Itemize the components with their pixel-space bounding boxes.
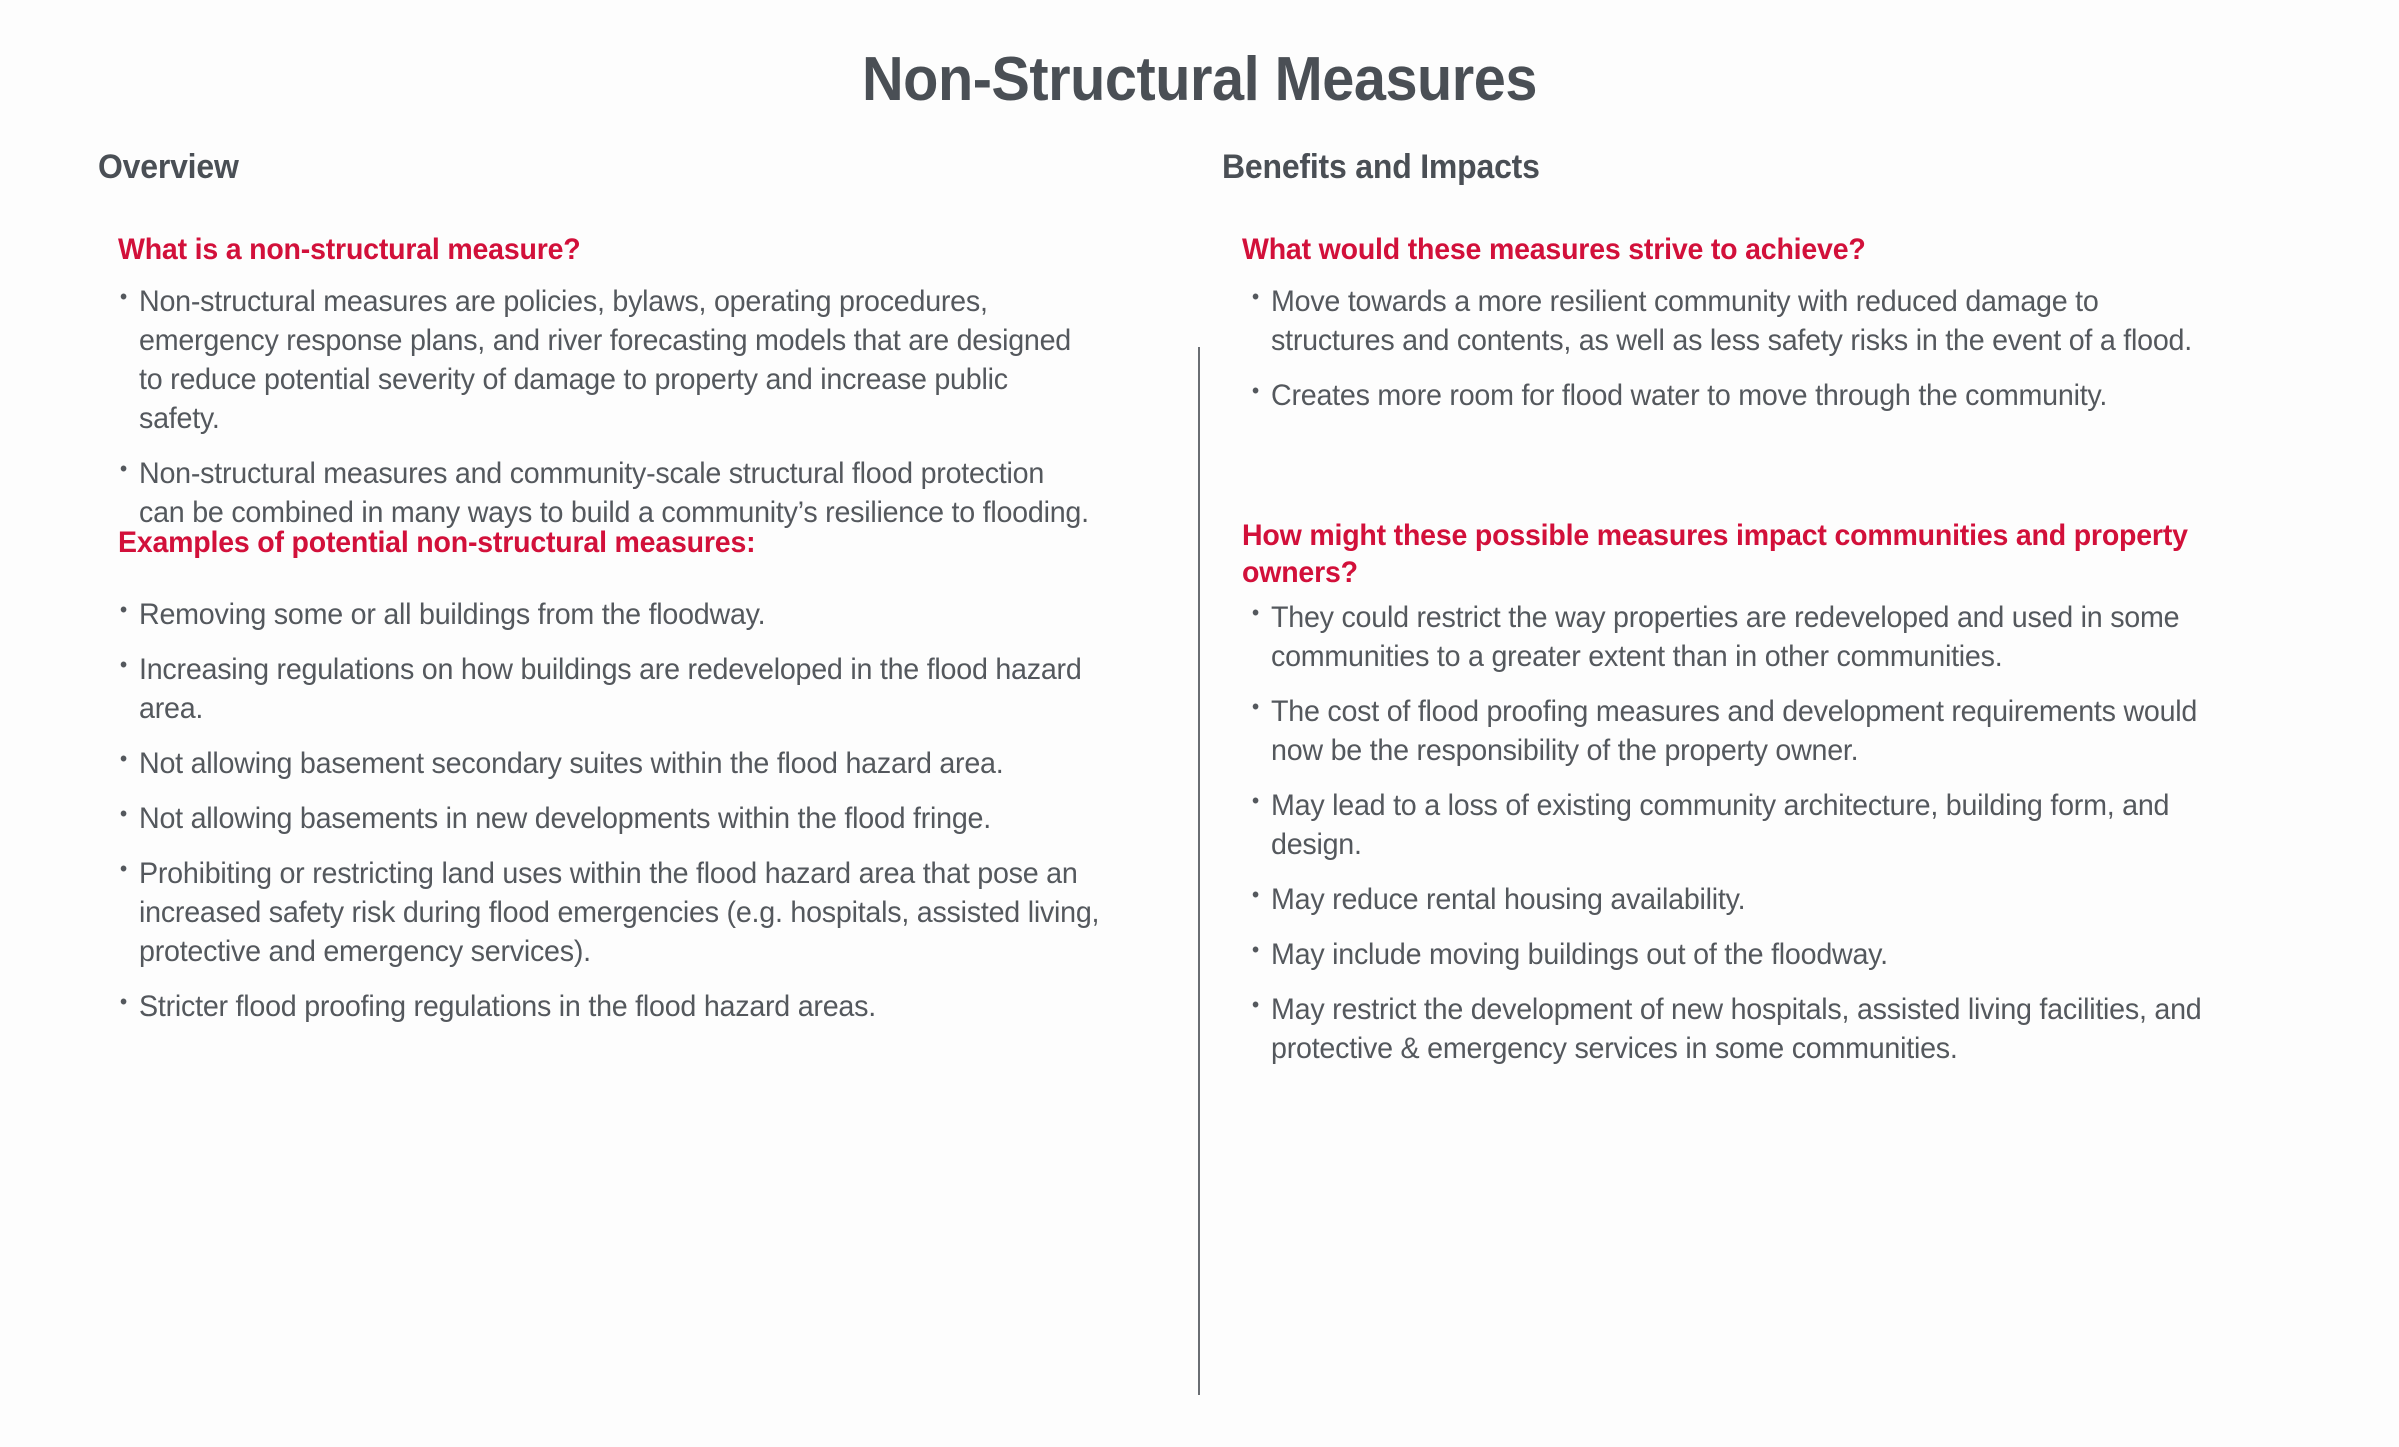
section-heading-what-is-nsm: What is a non-structural measure? xyxy=(118,233,581,266)
list-item: • May reduce rental housing availability. xyxy=(1250,880,2224,919)
list-item: • Non-structural measures and community-scale structural flood protection can be combined in many ways to build a community’s resilience to flooding. xyxy=(118,454,1092,532)
list-item: • Creates more room for flood water to move through the community. xyxy=(1250,376,2224,415)
list-item: • May lead to a loss of existing community architecture, building form, and design. xyxy=(1250,786,2224,864)
bullet-list-strive-to-achieve xyxy=(1250,282,2270,415)
column-header-overview: Overview xyxy=(98,148,239,186)
list-item: • May restrict the development of new hospitals, assisted living facilities, and protective & emergency services in some communities. xyxy=(1250,990,2224,1068)
column-divider xyxy=(1198,347,1200,1395)
list-item: • Stricter flood proofing regulations in the flood hazard areas. xyxy=(118,987,1102,1026)
bullet-list-what-is-nsm xyxy=(118,282,1138,532)
list-item: • The cost of flood proofing measures and development requirements would now be the responsibility of the property owner. xyxy=(1250,692,2224,770)
list-item: • Removing some or all buildings from the floodway. xyxy=(118,595,1102,634)
two-column-body xyxy=(0,148,2399,1447)
list-item: • Not allowing basement secondary suites within the flood hazard area. xyxy=(118,744,1102,783)
list-item: • Increasing regulations on how buildings are redeveloped in the flood hazard area. xyxy=(118,650,1102,728)
list-item: • Move towards a more resilient community with reduced damage to structures and contents, as well as less safety risks in the event of a flood. xyxy=(1250,282,2224,360)
section-heading-strive-to-achieve: What would these measures strive to achieve? xyxy=(1242,233,1866,266)
bullet-list-impact-communities xyxy=(1250,598,2270,1068)
list-item: • Non-structural measures are policies, bylaws, operating procedures, emergency response plans, and river forecasting models that are designed to reduce potential severity of damage to property and increase public safety. xyxy=(118,282,1092,438)
list-item: • Prohibiting or restricting land uses within the flood hazard area that pose an increased safety risk during flood emergencies (e.g. hospitals, assisted living, protective and emergency services). xyxy=(118,854,1102,971)
list-item: • Not allowing basements in new developments within the flood fringe. xyxy=(118,799,1102,838)
page-title: Non-Structural Measures xyxy=(862,45,1537,114)
bullet-list-examples xyxy=(118,595,1148,1026)
column-header-benefits-and-impacts: Benefits and Impacts xyxy=(1222,148,1540,186)
list-item: • They could restrict the way properties are redeveloped and used in some communities to a greater extent than in other communities. xyxy=(1250,598,2224,676)
section-heading-examples: Examples of potential non-structural measures: xyxy=(118,526,756,559)
list-item: • May include moving buildings out of the floodway. xyxy=(1250,935,2224,974)
section-heading-impact-communities: How might these possible measures impact communities and property owners? xyxy=(1242,519,2188,589)
